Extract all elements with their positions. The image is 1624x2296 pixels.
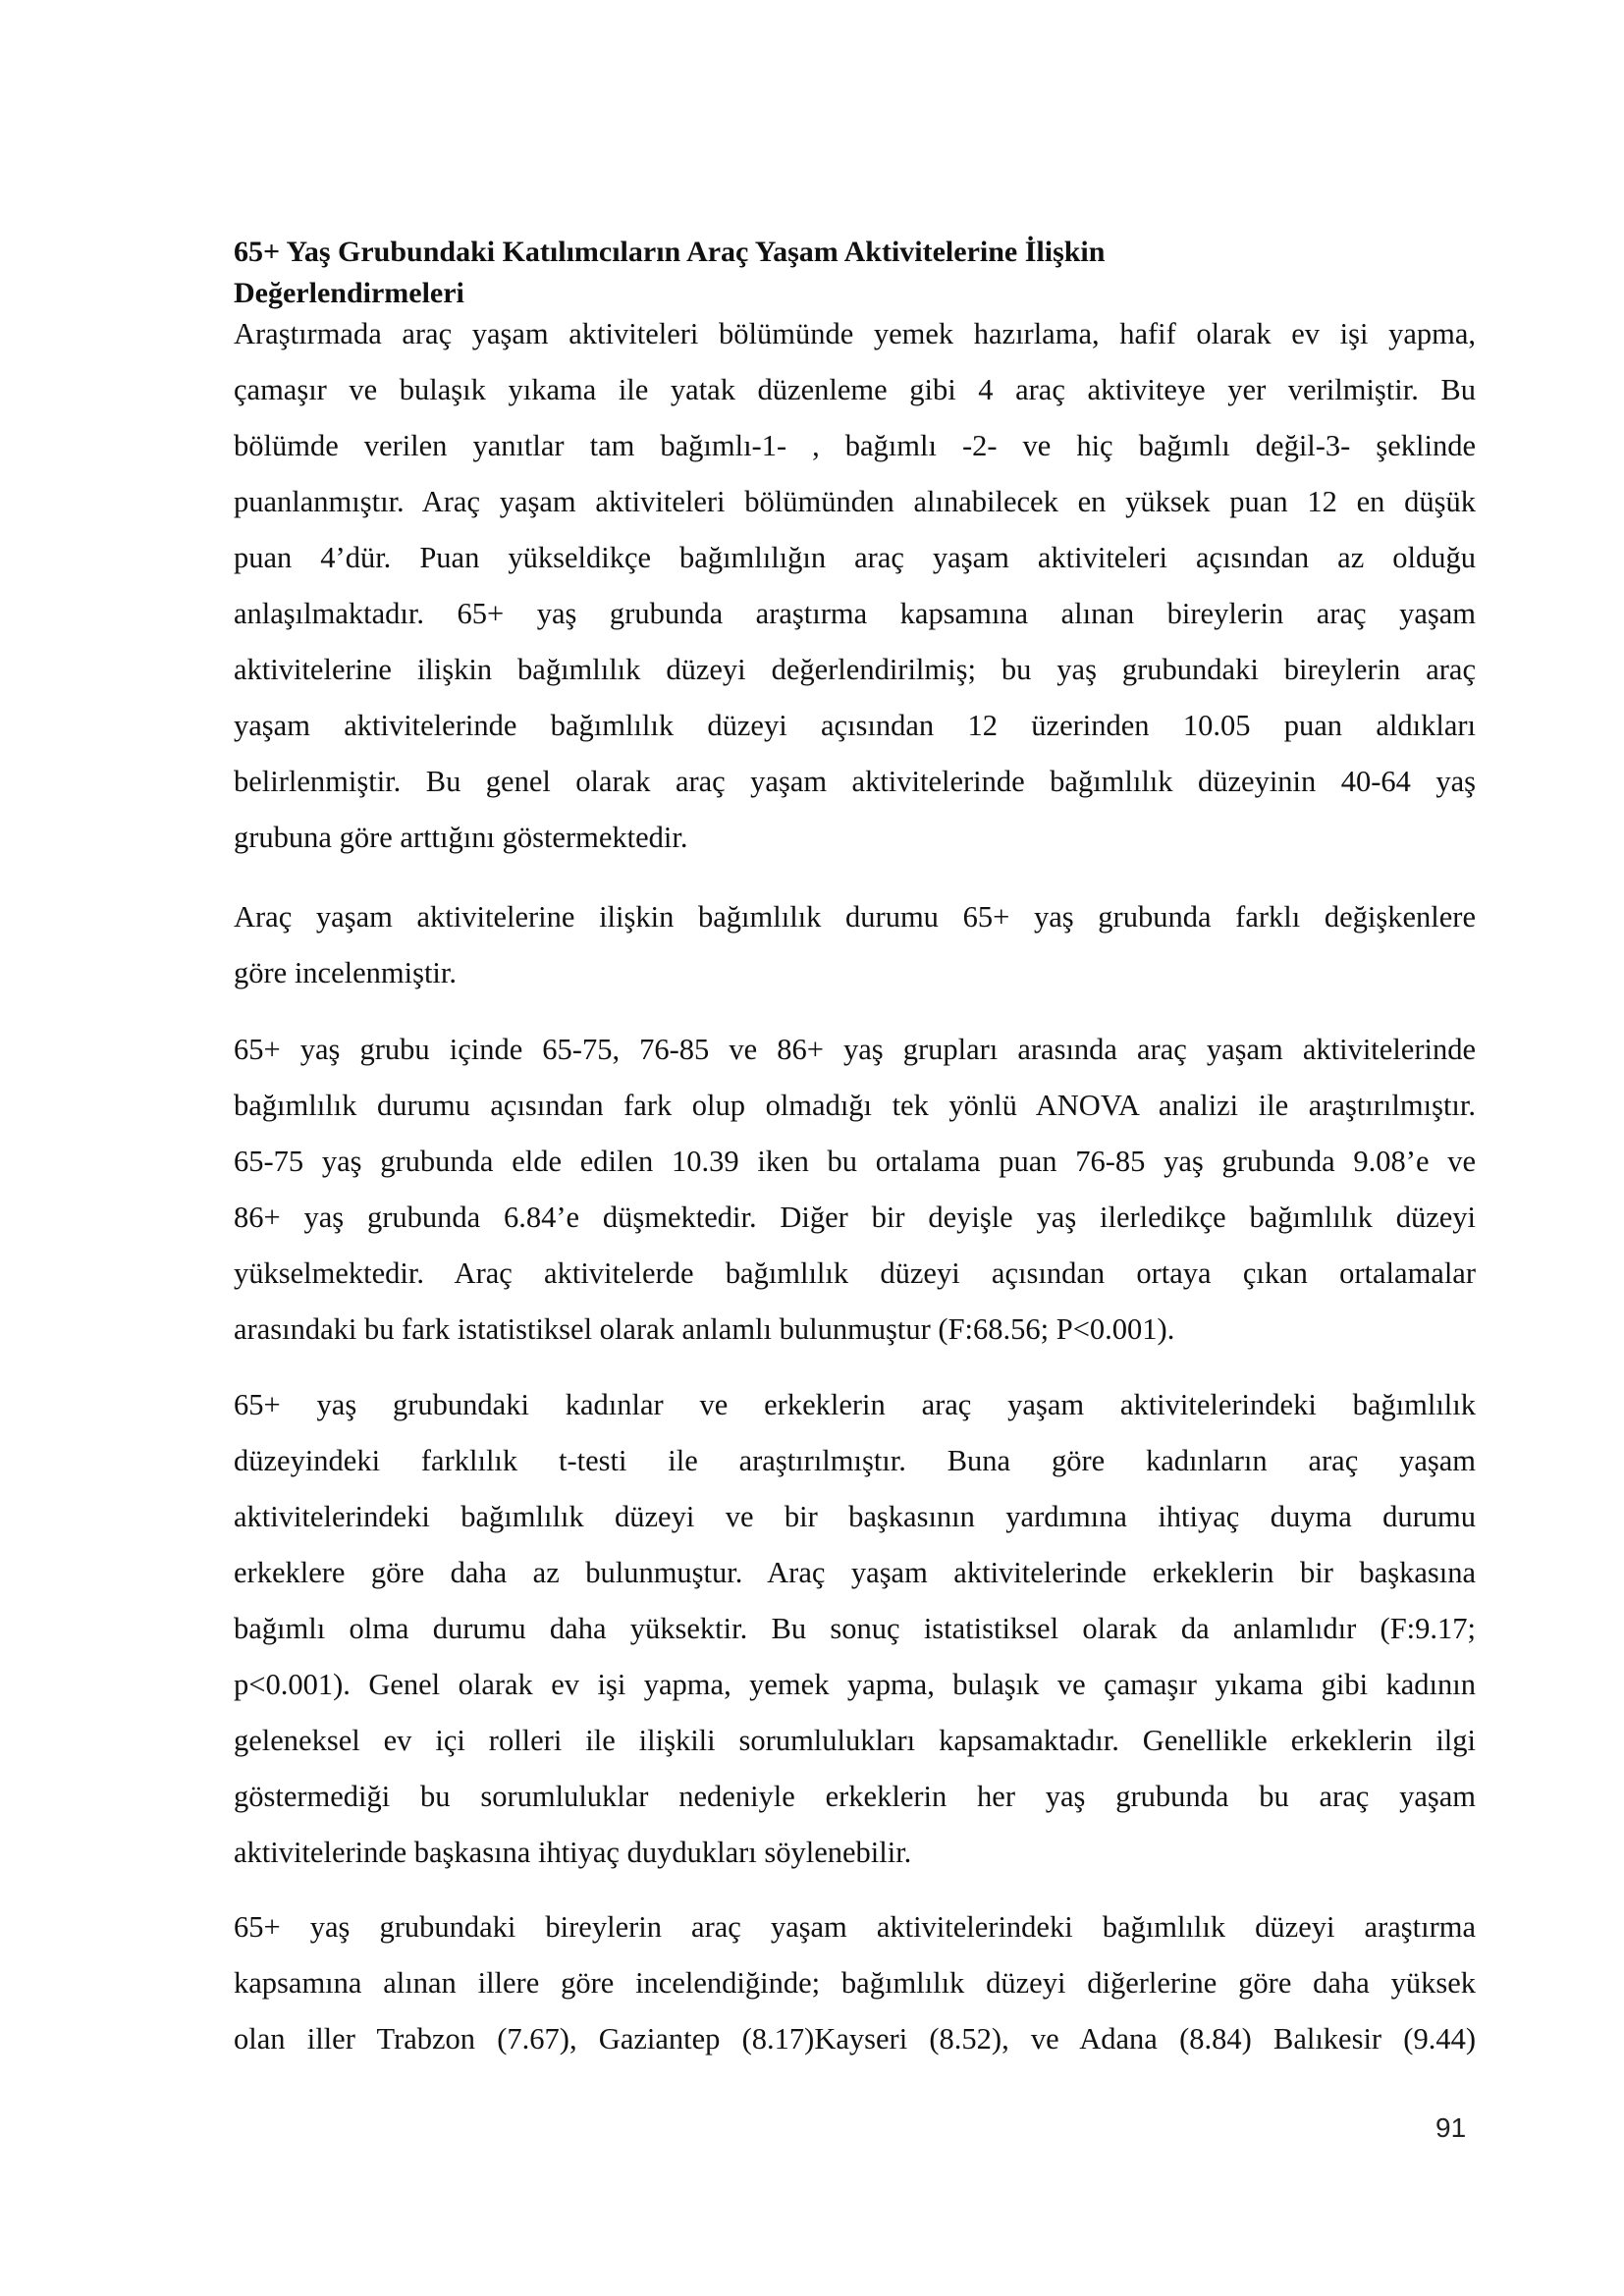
paragraph-line: 65+ yaş grubundaki bireylerin araç yaşam aktivitelerindeki bağımlılık düzeyi araştırma [234,1910,1476,1944]
paragraph-line: erkeklere göre daha az bulunmuştur. Araç yaşam aktivitelerinde erkeklerin bir başkasına [234,1556,1476,1589]
section-heading [234,232,1476,314]
paragraph-line: geleneksel ev içi rolleri ile ilişkili sorumlulukları kapsamaktadır. Genellikle erkeklerin ilgi [234,1724,1476,1757]
paragraph-line: 65-75 yaş grubunda elde edilen 10.39 iken bu ortalama puan 76-85 yaş grubunda 9.08’e ve [234,1145,1476,1178]
paragraph-line: grubuna göre arttığını göstermektedir. [234,821,688,854]
paragraph-line: puanlanmıştır. Araç yaşam aktiviteleri bölümünden alınabilecek en yüksek puan 12 en düşük [234,485,1476,518]
paragraph-gender-ttest [234,1377,1476,1881]
paragraph-line: göstermediği bu sorumluluklar nedeniyle erkeklerin her yaş grubunda bu araç yaşam [234,1780,1476,1813]
paragraph-variables-intro [234,889,1476,1001]
paragraph-line: kapsamına alınan illere göre incelendiğinde; bağımlılık düzeyi diğerlerine göre daha yüksek [234,1966,1476,2000]
paragraph-line: yaşam aktivitelerinde bağımlılık düzeyi açısından 12 üzerinden 10.05 puan aldıkları [234,709,1476,742]
paragraph-line: belirlenmiştir. Bu genel olarak araç yaşam aktivitelerinde bağımlılık düzeyinin 40-64 yaş [234,765,1476,798]
paragraph-age-anova [234,1022,1476,1358]
paragraph-line: düzeyindeki farklılık t-testi ile araştırılmıştır. Buna göre kadınların araç yaşam [234,1444,1476,1477]
paragraph-line: 65+ yaş grubu içinde 65-75, 76-85 ve 86+ yaş grupları arasında araç yaşam aktivitelerinde [234,1033,1476,1066]
paragraph-line: 65+ yaş grubundaki kadınlar ve erkeklerin araç yaşam aktivitelerindeki bağımlılık [234,1388,1476,1421]
paragraph-line: bölümde verilen yanıtlar tam bağımlı-1- , bağımlı -2- ve hiç bağımlı değil-3- şeklinde [234,429,1476,462]
paragraph-line: arasındaki bu fark istatistiksel olarak anlamlı bulunmuştur (F:68.56; P<0.001). [234,1312,1175,1346]
paragraph-line: p<0.001). Genel olarak ev işi yapma, yemek yapma, bulaşık ve çamaşır yıkama gibi kadının [234,1668,1476,1701]
paragraph-line: bağımlı olma durumu daha yüksektir. Bu sonuç istatistiksel olarak da anlamlıdır (F:9.17; [234,1612,1476,1645]
paragraph-line: yükselmektedir. Araç aktivitelerde bağımlılık düzeyi açısından ortaya çıkan ortalamalar [234,1256,1476,1290]
paragraph-line: Araç yaşam aktivitelerine ilişkin bağımlılık durumu 65+ yaş grubunda farklı değişkenlere [234,900,1476,934]
paragraph-line: aktivitelerinde başkasına ihtiyaç duydukları söylenebilir. [234,1836,912,1869]
paragraph-line: aktivitelerindeki bağımlılık düzeyi ve bir başkasının yardımına ihtiyaç duyma durumu [234,1500,1476,1533]
paragraph-line: puan 4’dür. Puan yükseldikçe bağımlılığın araç yaşam aktiviteleri açısından az olduğu [234,541,1476,574]
paragraph-line: göre incelenmiştir. [234,956,457,989]
paragraph-line: olan iller Trabzon (7.67), Gaziantep (8.17)Kayseri (8.52), ve Adana (8.84) Balıkesir (9.44) [234,2022,1476,2056]
paragraph-dependency-scoring [234,306,1476,866]
paragraph-line: 86+ yaş grubunda 6.84’e düşmektedir. Diğer bir deyişle yaş ilerledikçe bağımlılık düzeyi [234,1201,1476,1234]
paragraph-line: aktivitelerine ilişkin bağımlılık düzeyi değerlendirilmiş; bu yaş grubundaki bireylerin araç [234,653,1476,686]
section-heading-line: 65+ Yaş Grubundaki Katılımcıların Araç Yaşam Aktivitelerine İlişkin [234,236,1106,268]
paragraph-line: bağımlılık durumu açısından fark olup olmadığı tek yönlü ANOVA analizi ile araştırılmıştır. [234,1089,1476,1122]
paragraph-line: anlaşılmaktadır. 65+ yaş grubunda araştırma kapsamına alınan bireylerin araç yaşam [234,597,1476,630]
page-number: 91 [1435,2112,1467,2143]
paragraph-line: Araştırmada araç yaşam aktiviteleri bölümünde yemek hazırlama, hafif olarak ev işi yapma, [234,317,1476,350]
section-heading-line: Değerlendirmeleri [234,277,464,309]
paragraph-line: çamaşır ve bulaşık yıkama ile yatak düzenleme gibi 4 araç aktiviteye yer verilmiştir. Bu [234,373,1476,406]
paragraph-provinces [234,1899,1476,2067]
